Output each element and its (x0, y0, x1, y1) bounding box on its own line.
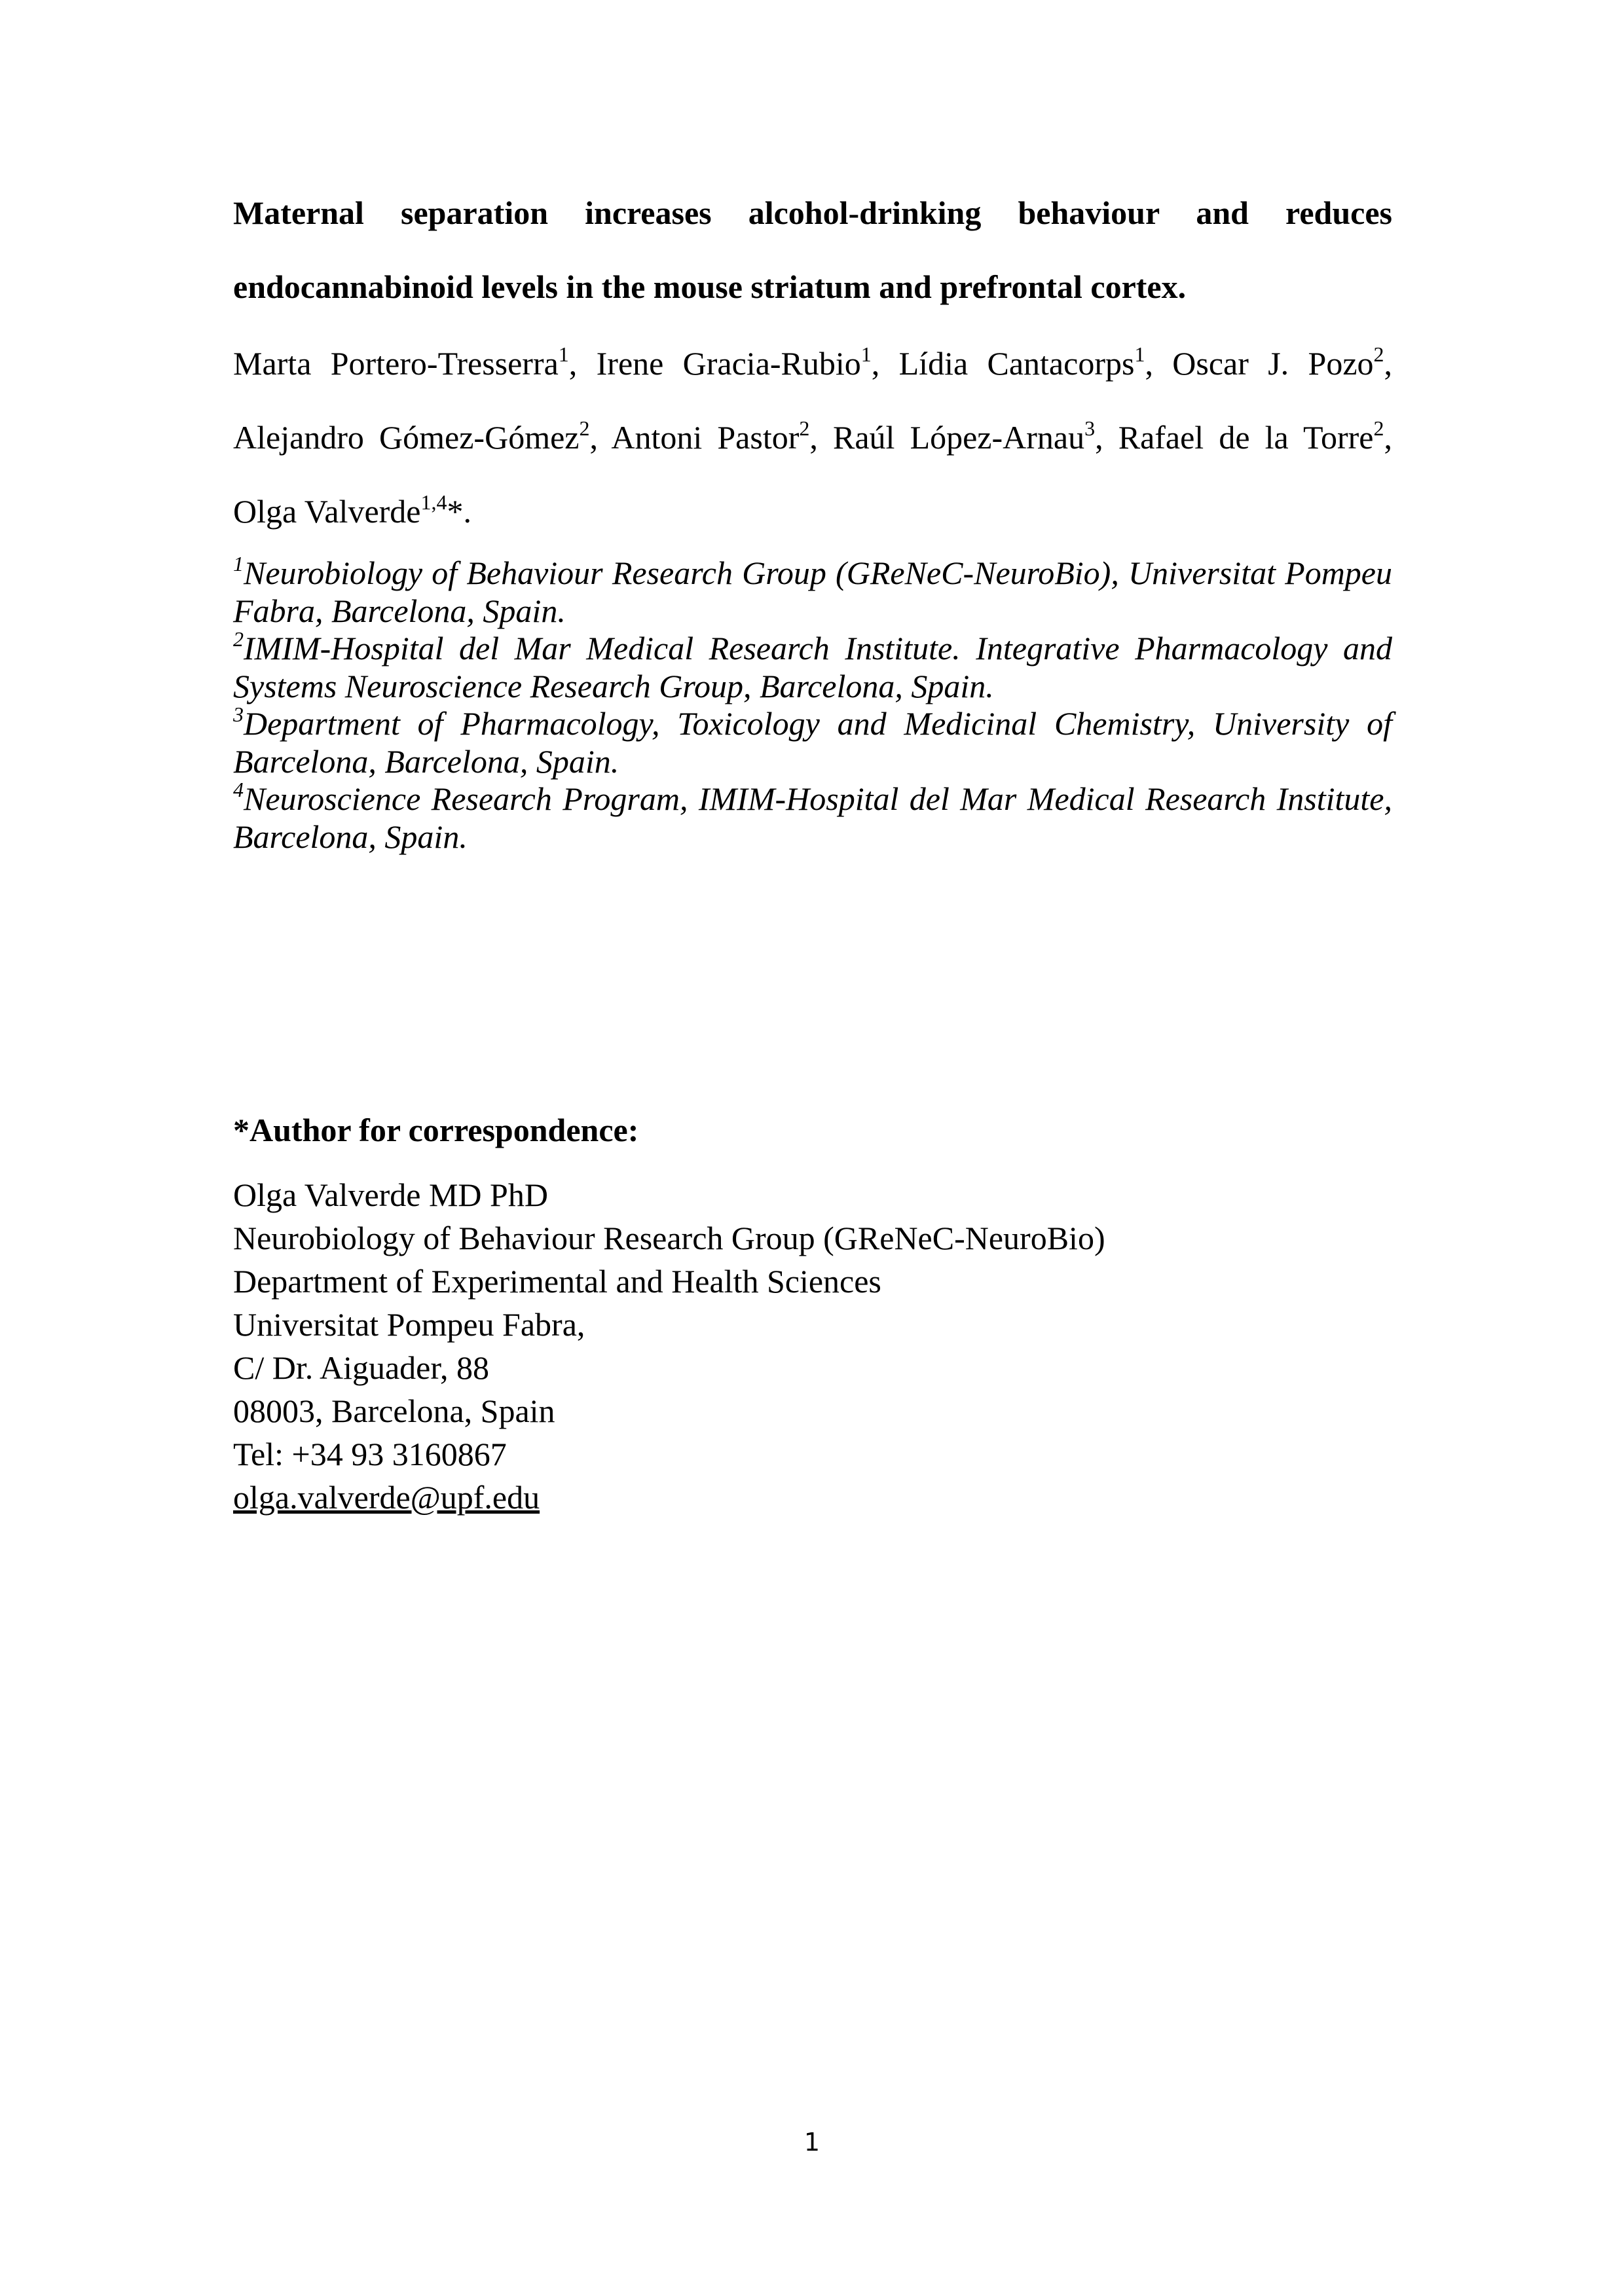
author-name: Rafael de la Torre (1118, 419, 1374, 456)
affiliation-3-line-1: $^3$Department of Pharmacology, Toxicology and Medicinal Chemistry, University of (233, 702, 1392, 742)
author-name: Raúl López-Arnau (833, 419, 1085, 456)
author-affiliation: 2 (1373, 342, 1384, 367)
affiliation-2-line-2: Systems Neuroscience Research Group, Barcelona, Spain. (233, 668, 994, 704)
author-affiliation: 3 (1084, 416, 1096, 441)
author-name: Marta Portero-Tresserra (233, 345, 559, 382)
affiliation-3-line-2: Barcelona, Barcelona, Spain. (233, 743, 619, 780)
author-name: Alejandro Gómez-Gómez (233, 419, 580, 456)
affiliation-2-line-1: $^2$IMIM-Hospital del Mar Medical Research Institute. Integrative Pharmacology and (233, 627, 1392, 666)
author-affiliation: 1 (1134, 342, 1145, 367)
affiliation-1-line-1: $^1$Neurobiology of Behaviour Research Group (GReNeC-NeuroBio), Universitat Pompeu (233, 552, 1392, 591)
correspondence-heading: *Author for correspondence: (233, 1112, 639, 1148)
author-affiliation: 2 (1373, 416, 1384, 441)
author-name: Oscar J. Pozo (1172, 345, 1374, 382)
correspondence-city: 08003, Barcelona, Spain (233, 1393, 555, 1429)
correspondence-name: Olga Valverde MD PhD (233, 1176, 548, 1213)
author-affiliation: 1 (860, 342, 872, 367)
author-name: Olga Valverde (233, 493, 421, 530)
page-number: 1 (803, 2128, 821, 2157)
email-link[interactable]: olga.valverde@upf.edu (233, 1479, 540, 1516)
affiliation-4-line-2: Barcelona, Spain. (233, 818, 468, 855)
affiliation-4-line-1: $^4$Neuroscience Research Program, IMIM-Hospital del Mar Medical Research Institute, (233, 778, 1392, 817)
correspondence-group: Neurobiology of Behaviour Research Group (GReNeC-NeuroBio) (233, 1220, 1105, 1256)
correspondence-university: Universitat Pompeu Fabra, (233, 1306, 585, 1343)
author-affiliation: 2 (799, 416, 810, 441)
correspondence-department: Department of Experimental and Health Sciences (233, 1263, 881, 1300)
title-line-1: Maternal separation increases alcohol-drinking behaviour and reduces (233, 194, 1392, 231)
author-affiliation: 1 (558, 342, 569, 367)
author-line-2: Alejandro Gómez-Gómez$^2$, Antoni Pastor$^2$, Raúl López-Arnau$^3$, Rafael de la Torre$^2$, (233, 416, 1392, 456)
title-line-2: endocannabinoid levels in the mouse striatum and prefrontal cortex. (233, 268, 1187, 305)
author-affiliation: 2 (579, 416, 590, 441)
correspondence-street: C/ Dr. Aiguader, 88 (233, 1349, 490, 1386)
correspondence-phone: Tel: +34 93 3160867 (233, 1436, 507, 1472)
correspondence-email-line (233, 1478, 1392, 1516)
author-name: Lídia Cantacorps (898, 345, 1135, 382)
author-line-1: Marta Portero-Tresserra$^1$, Irene Gracia-Rubio$^1$, Lídia Cantacorps$^1$, Oscar J. Pozo$^2$, (233, 342, 1393, 382)
author-line-3: Olga Valverde$^{1,4}$*. (233, 490, 471, 530)
affiliation-1-line-2: Fabra, Barcelona, Spain. (233, 592, 566, 629)
author-affiliation: 1,4 (420, 490, 447, 515)
author-name: Antoni Pastor (611, 419, 800, 456)
author-name: Irene Gracia-Rubio (596, 345, 861, 382)
